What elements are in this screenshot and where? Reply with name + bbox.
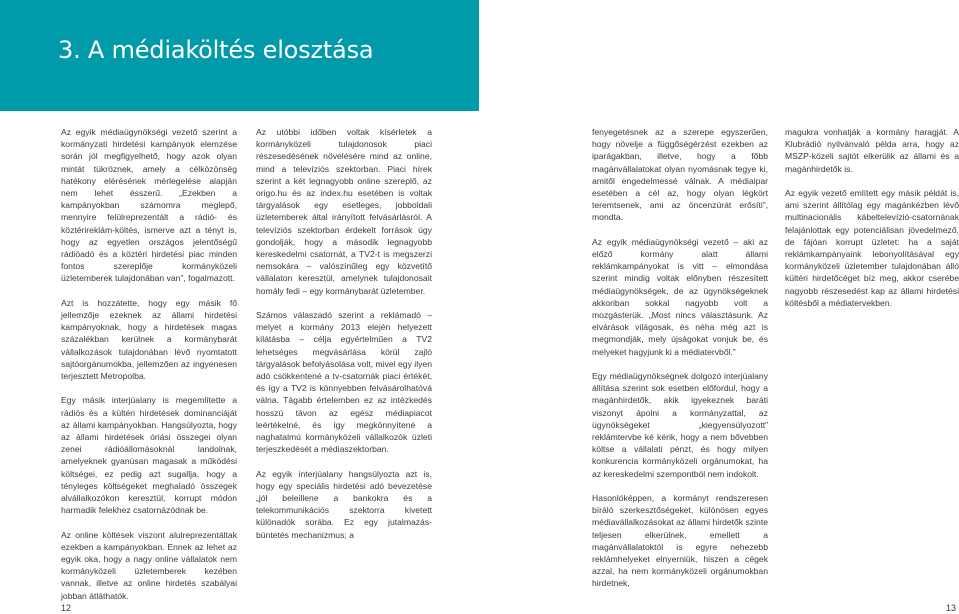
paragraph: Az utóbbi időben voltak kísérletek a kormányközeli tulajdonosok piaci részesedésének növelésére mind az online, mind a televíziós szektorban. Piaci hírek szerint a két legnagyobb online szereplő, az origo.hu és az index.hu esetében is voltak tárgyalások egy esetleges, jobboldali üzletemberek által irányított felvásárlásról. A televíziós szektorban érdekelt források úgy gondolják, hogy a második legnagyobb kereskedelmi csatornát, a TV2-t is megszerzi nemsokára – valószínűleg egy közvetítő vállalaton keresztül, amelynek tulajdonosait homály fedi – egy kormánybarát üzletember. [256, 127, 432, 296]
paragraph: Az egyik vezető említett egy másik példát is, ami szerint állítólag egy magánkézben lévő multinacionális kábeltelevízió-csatornának felajánlottak egy potenciálisan jövedelmező, de fájóan korrupt üzletet: ha a saját reklámkampányaink lebonyolításával egy kormányközeli üzletember tulajdonában álló kültéri hirdetőcéget bíz meg, akkor cserébe nagyobb részesedést kap az állami hirdetési költésből a médiatervekben. [785, 188, 959, 308]
paragraph: magukra vonhatják a kormány haragját. A Klubrádió nyilvánvaló példa arra, hogy az MSZP-közeli sajtót elkerülik az állami és a magánhirdetők is. [785, 127, 959, 174]
paragraph: Egy médiaügynökségnek dolgozó interjúalany állítása szerint sok esetben előfordul, hogy a magánhirdetők, akik igyekeznek baráti viszonyt ápolni a kormányzattal, az ügynökségeket „kiegyensúlyozott” reklámtervbe ké kérik, hogy a nem bővebben költse a vállalati pénzt, és hogy milyen konkurencia kormányközeli orgánumokat, ha az kereskedelmi szempontból nem indokolt. [592, 371, 768, 479]
paragraph: Az egyik interjúalany hangsúlyozta azt is, hogy egy speciális hirdetési adó bevezetése „jól beleillene a bankokra és a telekommunikációs szektorra kivetett különadók sorába. Ez egy jutalmazás-büntetés mechanizmus; a [256, 468, 432, 540]
column-1 [61, 126, 237, 602]
column-2 [256, 126, 432, 541]
paragraph: Az egyik médiaügynökségi vezető – aki az előző kormány alatt állami reklámkampányokat is vitt – elmondása szerint mindig voltak előnyben részesített médiaügynökségek, de az ügynökségeknek akkoriban sokkal nagyobb volt a mozgásterük. „Most nincs választásunk. Az elvárások világosak, és néha még azt is megmondják, mely újságokat vonjuk be, és melyeket hagyjunk ki a médiatervből.” [592, 236, 768, 357]
paragraph: Az online költések viszont alulreprezentáltak ezekben a kampányokban. Ennek az lehet az egyik oka, hogy a nagy online vállalatok nem kormányközeli üzletemberek kezében vannak, illetve az online hirdetés szabályai jobban átláthatók. [61, 529, 237, 601]
paragraph: fenyegetésnek az a szerepe egyszerűen, hogy növelje a függőségérzést ezekben az iparágakban, illetve, hogy a főbb magánvállalatokat olyan nyomásnak tegye ki, amitől engedelmessé válnak. A médiaipar esetében a cél az, hogy olyan légkört teremtsenek, ami az öncenzúrát erősíti”, mondta. [592, 127, 768, 223]
paragraph: Egy másik interjúalany is megemlítette a rádiós és a kültéri hirdetések dominanciáját az állami kampányokban. Hangsúlyozta, hogy az állami hirdetések óriási összegei olyan zenei rádióállomásoknál landolnak, amelyeknek gyanúsan magasak a működési költségei, ez pedig azt sugallja, hogy a tényleges költségeket meghaladó összegek alvállalkozókon keresztül, korrupt módon harmadik felekhez csatornázódnak be. [61, 395, 237, 516]
page-number-left: 12 [61, 603, 72, 613]
column-3 [592, 126, 768, 590]
section-title: 3. A médiaköltés elosztása [58, 36, 374, 64]
header-band [0, 0, 479, 111]
column-4 [785, 126, 959, 309]
paragraph: Számos válaszadó szerint a reklámadó – melyet a kormány 2013 elején helyezett kilátásba – célja egyértelműen a TV2 lehetséges megvásárlása körül zajló tárgyalások befolyásolása volt, mivel egy ilyen adó csökkentené a tv-csatornák piaci értékét, és így a TV2 is könnyebben felvásárolhatóvá válna. Tágabb értelemben ez az intézkedés hosszú távon az egész médiapiacot leértékelné, és így megkönnyítené a naghatalmú kormányközeli vállalkozók üzleti terjeszkedését a médiaszektorban. [256, 310, 432, 455]
paragraph: Az egyik médiaügynökségi vezető szerint a kormányzati hirdetési kampányok elemzése során jól megfigyelhető, hogy azok olyan mintát tükröznek, amely a célközönség hatékony elérésének mérlegelése alapján nem lehet ésszerű. „Ezekben a kampányokban számomra meglepő, mennyire felülreprezentált a rádió- és köztérireklám-költés, ismerve azt a tényt is, hogy az egyetlen országos jelentőségű rádióadó és a köztéri hirdetési piac minden fontos szereplője kormányközeli üzletemberek tulajdonában van”, fogalmazott. [61, 127, 237, 284]
page-number-right: 13 [945, 603, 956, 613]
paragraph: Hasonlóképpen, a kormányt rendszeresen bíráló szerkesztőségeket, különösen egyes médiavállalkozásokat az állami hirdetők szinte teljesen elkerülnek, emellett a magánvállalatoktól is egyre nehezebb reklámhelyeket elnyerniük, hiszen a cégek azzal, ha nem kormányközeli orgánumokban hirdetnek, [592, 493, 768, 589]
paragraph: Azt is hozzátette, hogy egy másik fő jellemzője ezeknek az állami hirdetési kampányoknak, hogy a hirdetések magas százalékban kerülnek a kormánybarát vállalkozások tulajdonában lévő nyomtatott sajtóorgánumokba, jellemzően az ingyenesen terjesztett Metropolba. [61, 297, 237, 382]
